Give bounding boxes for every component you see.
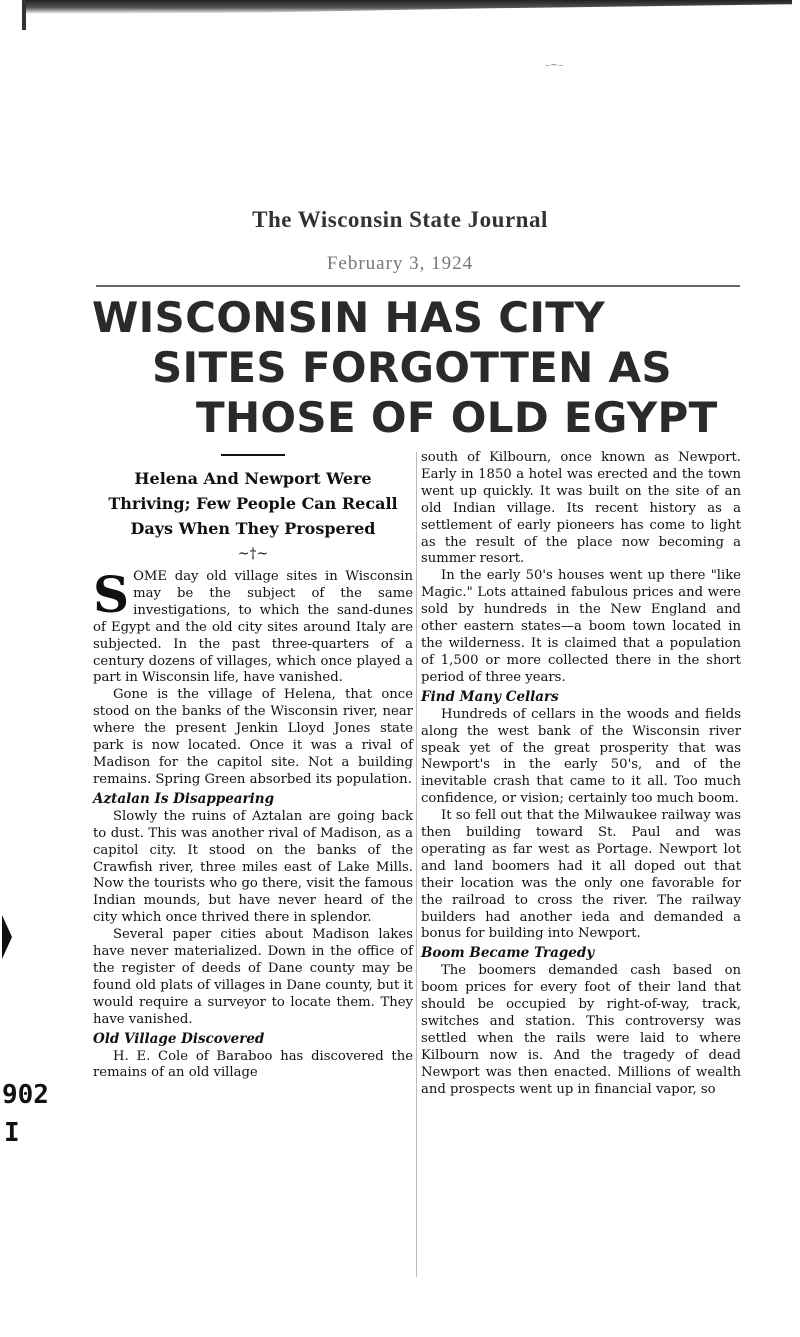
right-column: [421, 450, 741, 1099]
margin-tick: [2, 915, 12, 959]
subhead-old-village: Old Village Discovered: [93, 1030, 265, 1047]
dateline: February 3, 1924: [326, 253, 474, 274]
deck-rule: [221, 454, 285, 456]
headline-rule: [96, 285, 740, 287]
column-divider: [416, 452, 417, 1277]
headline-line-1: WISCONSIN HAS CITY: [92, 293, 605, 342]
subheadline-deck: Helena And Newport Were Thriving; Few People Can Recall Days When They Prospered: [108, 469, 398, 538]
masthead: The Wisconsin State Journal: [252, 207, 548, 232]
drop-cap: S: [93, 565, 130, 624]
headline-line-3: THOSE OF OLD EGYPT: [196, 393, 718, 442]
left-paragraph-1: [93, 565, 413, 687]
subhead-cellars: Find Many Cellars: [421, 688, 559, 705]
right-paragraph-3: Hundreds of cellars in the woods and fields along the west bank of the Wisconsin river speak yet of the great prosperity that was Newport's in the early 50's, and of the inevitable crash that came to it all. Too much confidence, or vision; certainly too much boom.: [421, 706, 741, 807]
scan-top-edge: [22, 0, 792, 14]
left-paragraph-2: Gone is the village of Helena, that once stood on the banks of the Wisconsin river, near where the present Jenkin Lloyd Jones state park is now located. Once it was a rival of Madison for the capitol site. Not a building remains. Spring Green absorbed its population.: [93, 687, 413, 787]
scan-left-edge: [22, 0, 26, 30]
margin-note-letter: I: [4, 1118, 20, 1148]
headline-line-2: SITES FORGOTTEN AS: [152, 343, 672, 392]
subhead-aztalan: Aztalan Is Disappearing: [93, 790, 275, 807]
right-paragraph-4: It so fell out that the Milwaukee railway was then building toward St. Paul and was operating as far west as Portage. Newport lot and land boomers had it all doped out that their location was the only one favorable for the railroad to cross the river. The railway builders had another ieda and demanded a bonus for building into Newport.: [421, 808, 741, 942]
left-column: [93, 448, 413, 1082]
right-paragraph-2: In the early 50's houses went up there "like Magic." Lots attained fabulous prices and were sold by hundreds in the New England and other eastern states—a boom town located in the wilderness. It is claimed that a population of 1,500 or more collected there in the short period of three years.: [421, 568, 741, 685]
scan-smudge: –~–: [545, 60, 564, 71]
left-paragraph-4: Several paper cities about Madison lakes have never materialized. Down in the office of the register of deeds of Dane county may be found old plats of villages in Dane county, but it would require a surveyor to locate them. They have vanished.: [93, 927, 413, 1027]
ornament: ~†~: [237, 546, 269, 562]
margin-note-number: 902: [2, 1080, 49, 1110]
right-paragraph-5: The boomers demanded cash based on boom prices for every foot of their land that should be occupied by right-of-way, track, switches and station. This controversy was settled when the rails were laid to where Kilbourn now is. And the tragedy of dead Newport was then enacted. Millions of wealth and prospects went up in financial vapor, so: [421, 963, 741, 1097]
left-paragraph-3: Slowly the ruins of Aztalan are going back to dust. This was another rival of Madison, as a capitol city. It stood on the banks of the Crawfish river, three miles east of Lake Mills. Now the tourists who go there, visit the famous Indian mounds, but have never heard of the city which once thrived there in splendor.: [93, 808, 413, 926]
left-paragraph-5: H. E. Cole of Baraboo has discovered the remains of an old village: [93, 1048, 413, 1081]
right-paragraph-1: south of Kilbourn, once known as Newport. Early in 1850 a hotel was erected and the town went up quickly. It was built on the site of an old Indian village. Its recent history as a settlement of early pioneers has come to light as the result of the place now becoming a summer resort.: [421, 450, 741, 567]
subhead-boom-tragedy: Boom Became Tragedy: [421, 945, 595, 962]
left-paragraph-1-text: OME day old village sites in Wisconsin may be the subject of the same investigations, to which the sand-dunes of Egypt and the old city sites around Italy are subjected. In the past three-quarters of a century dozens of villages, which once played a part in Wisconsin life, have vanished.: [93, 569, 413, 686]
